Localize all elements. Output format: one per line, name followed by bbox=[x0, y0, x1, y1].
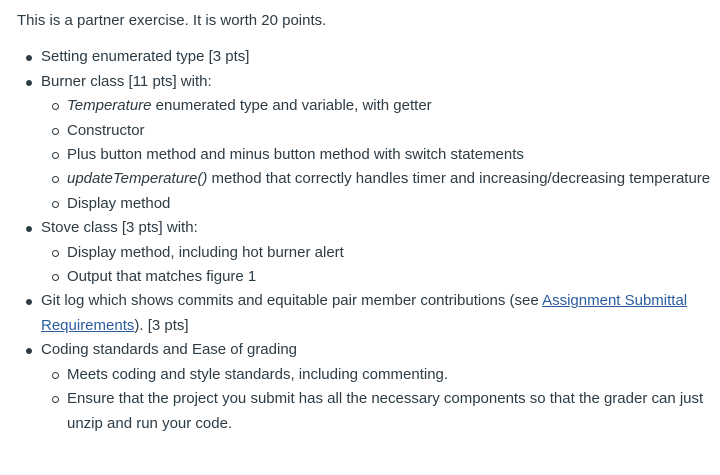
bullet-dot bbox=[26, 80, 32, 86]
sub-item-emphasis: Temperature bbox=[67, 97, 152, 115]
sub-list-item bbox=[67, 143, 720, 167]
sub-list-item bbox=[67, 167, 720, 191]
sub-item-text: Output that matches figure 1 bbox=[67, 268, 257, 286]
sub-list bbox=[41, 363, 720, 436]
item-text: ). [3 pts] bbox=[134, 316, 189, 334]
bullet-dot bbox=[26, 55, 32, 61]
sub-list-item bbox=[67, 94, 720, 118]
item-text: Setting enumerated type [3 pts] bbox=[41, 48, 250, 66]
sub-list-item bbox=[67, 265, 720, 289]
bullet-circle bbox=[52, 128, 59, 135]
list-item bbox=[41, 289, 720, 338]
sub-item-text: Constructor bbox=[67, 121, 145, 139]
bullet-circle bbox=[52, 176, 59, 183]
sub-item-emphasis: updateTemperature() bbox=[67, 170, 208, 188]
list-item bbox=[41, 45, 720, 69]
bullet-circle bbox=[52, 250, 59, 257]
intro-text: This is a partner exercise. It is worth 20 points. bbox=[17, 12, 327, 29]
assignment-submittal-requirements-link[interactable]: Assignment Submittal Requirements bbox=[41, 292, 688, 334]
sub-item-text: method that correctly handles timer and increasing/decreasing temperature bbox=[207, 170, 711, 188]
sub-list-item bbox=[67, 119, 720, 143]
sub-item-text: Ensure that the project you submit has all the necessary components so that the grader can just unzip and run your code. bbox=[67, 390, 704, 432]
bullet-circle bbox=[52, 274, 59, 281]
bullet-dot bbox=[26, 348, 32, 354]
item-text: Git log which shows commits and equitable pair member contributions (see bbox=[41, 292, 543, 310]
sub-list-item bbox=[67, 363, 720, 387]
bullet-circle bbox=[52, 372, 59, 379]
list-item bbox=[41, 338, 720, 436]
sub-item-text: enumerated type and variable, with getter bbox=[151, 97, 432, 115]
sub-list bbox=[41, 241, 720, 290]
bullet-circle bbox=[52, 103, 59, 110]
bullet-circle bbox=[52, 152, 59, 159]
list-item bbox=[41, 70, 720, 216]
sub-list bbox=[41, 94, 720, 216]
sub-item-text: Display method bbox=[67, 194, 171, 212]
sub-list-item bbox=[67, 241, 720, 265]
bullet-dot bbox=[26, 299, 32, 305]
sub-item-text: Display method, including hot burner alert bbox=[67, 243, 344, 261]
sub-item-text: Plus button method and minus button method with switch statements bbox=[67, 146, 524, 164]
sub-list-item bbox=[67, 387, 720, 436]
item-text: Stove class [3 pts] with: bbox=[41, 219, 198, 237]
requirements-list bbox=[17, 45, 720, 436]
bullet-circle bbox=[52, 201, 59, 208]
sub-item-text: Meets coding and style standards, including commenting. bbox=[67, 365, 449, 383]
bullet-dot bbox=[26, 226, 32, 232]
item-text: Coding standards and Ease of grading bbox=[41, 341, 298, 359]
list-item bbox=[41, 216, 720, 289]
bullet-circle bbox=[52, 396, 59, 403]
sub-list-item bbox=[67, 192, 720, 216]
item-text: Burner class [11 pts] with: bbox=[41, 72, 212, 90]
